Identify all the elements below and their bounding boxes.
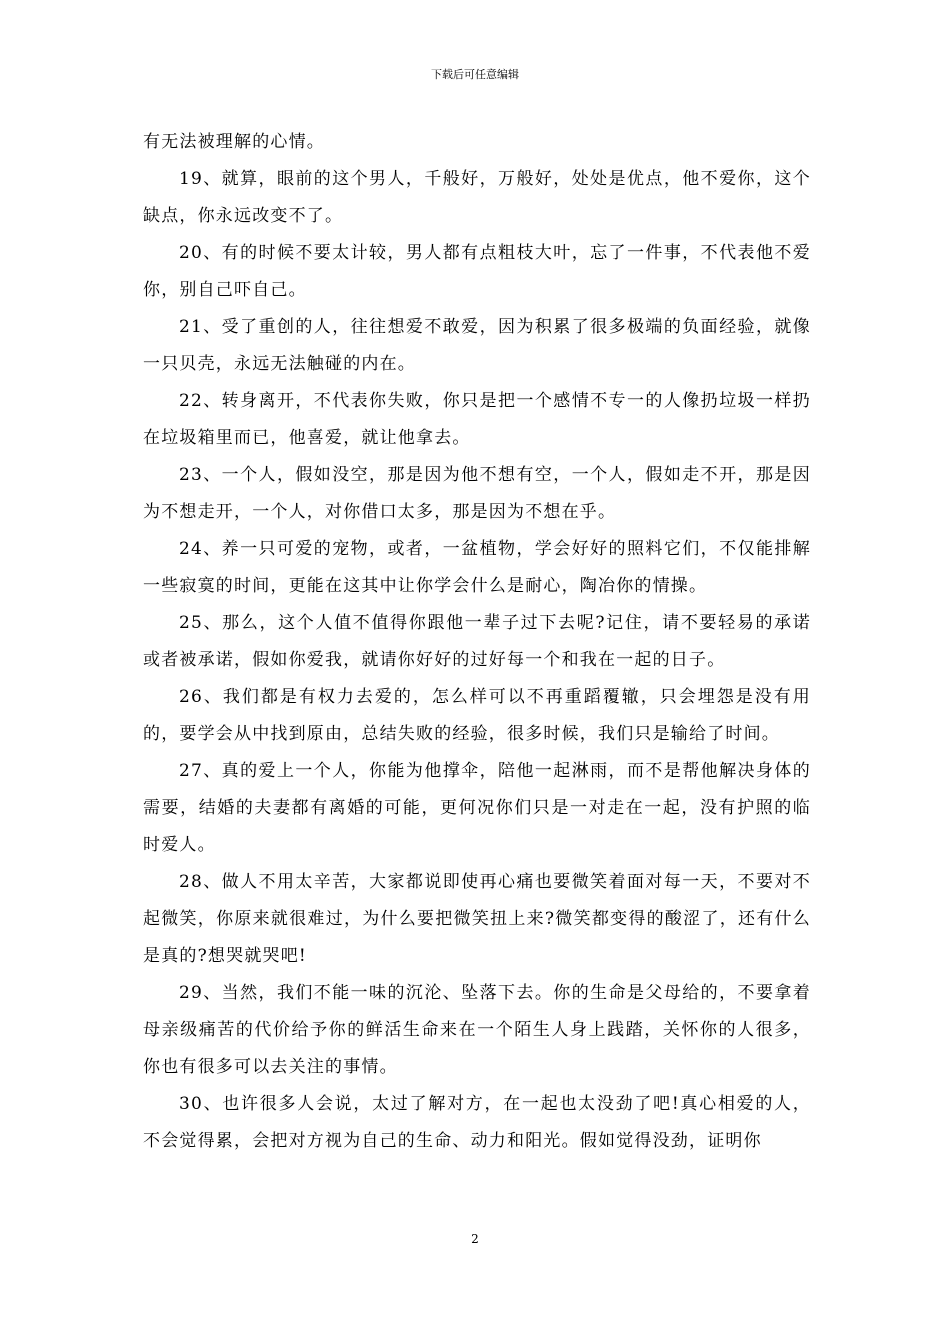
paragraph-21: 21、受了重创的人，往往想爱不敢爱，因为积累了很多极端的负面经验，就像一只贝壳，永远无法触碰的内在。 [143,317,811,374]
paragraph-29: 29、当然，我们不能一味的沉沦、坠落下去。你的生命是父母给的，不要拿着母亲级痛苦的代价给予你的鲜活生命来在一个陌生人身上践踏，关怀你的人很多，你也有很多可以去关注的事情。 [143,983,811,1077]
paragraph-28: 28、做人不用太辛苦，大家都说即使再心痛也要微笑着面对每一天，不要对不起微笑，你原来就很难过，为什么要把微笑扭上来?微笑都变得的酸涩了，还有什么是真的?想哭就哭吧! [143,872,811,966]
paragraph-20: 20、有的时候不要太计较，男人都有点粗枝大叶，忘了一件事，不代表他不爱你，别自己吓自己。 [143,243,811,300]
paragraph-30: 30、也许很多人会说，太过了解对方，在一起也太没劲了吧!真心相爱的人，不会觉得累，会把对方视为自己的生命、动力和阳光。假如觉得没劲，证明你 [143,1094,811,1151]
page-header: 下载后可任意编辑 [431,68,519,81]
paragraph-24: 24、养一只可爱的宠物，或者，一盆植物，学会好好的照料它们，不仅能排解一些寂寞的时间，更能在这其中让你学会什么是耐心，陶冶你的情操。 [143,539,811,596]
paragraph-22: 22、转身离开，不代表你失败，你只是把一个感情不专一的人像扔垃圾一样扔在垃圾箱里而已，他喜爱，就让他拿去。 [143,391,811,448]
paragraph-23: 23、一个人，假如没空，那是因为他不想有空，一个人，假如走不开，那是因为不想走开，一个人，对你借口太多，那是因为不想在乎。 [143,465,811,522]
paragraph-continuation: 有无法被理解的心情。 [143,132,325,152]
paragraph-25: 25、那么，这个人值不值得你跟他一辈子过下去呢?记住，请不要轻易的承诺或者被承诺，假如你爱我，就请你好好的过好每一个和我在一起的日子。 [143,613,811,670]
paragraph-19: 19、就算，眼前的这个男人，千般好，万般好，处处是优点，他不爱你，这个缺点，你永远改变不了。 [143,169,811,226]
paragraph-26: 26、我们都是有权力去爱的，怎么样可以不再重蹈覆辙，只会埋怨是没有用的，要学会从中找到原由，总结失败的经验，很多时候，我们只是输给了时间。 [143,687,811,744]
page-number: 2 [471,1232,479,1246]
paragraph-27: 27、真的爱上一个人，你能为他撑伞，陪他一起淋雨，而不是帮他解决身体的需要，结婚的夫妻都有离婚的可能，更何况你们只是一对走在一起，没有护照的临时爱人。 [143,761,811,855]
document-body [143,124,811,1160]
